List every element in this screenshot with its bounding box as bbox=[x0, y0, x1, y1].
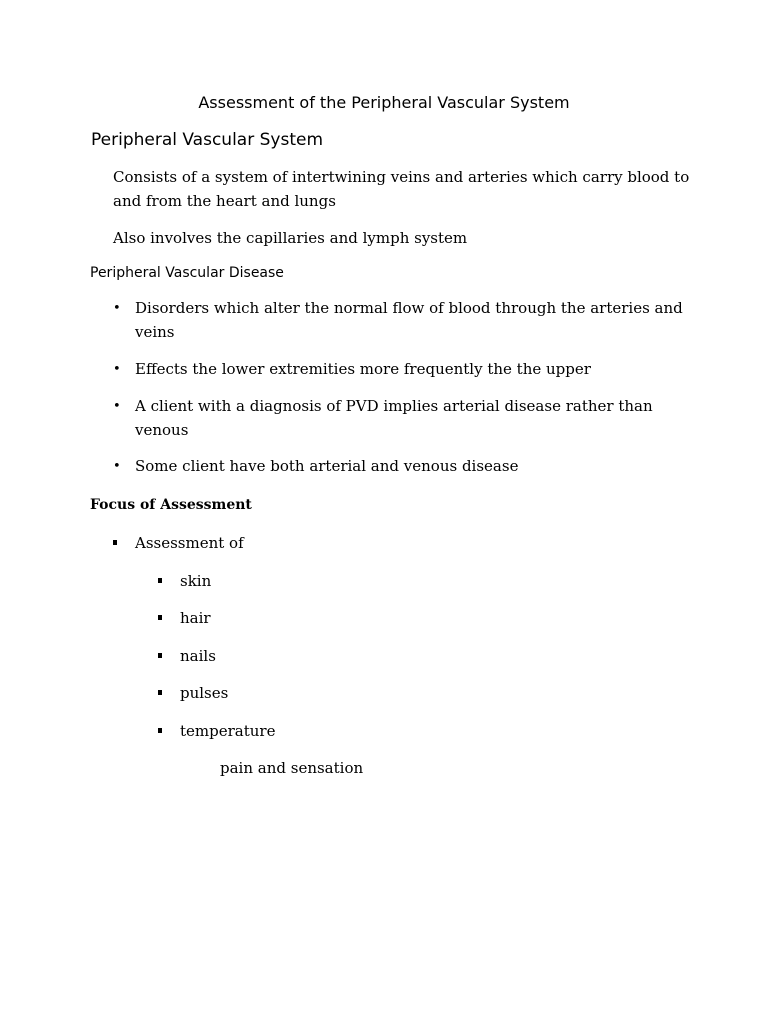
square-bullet-icon bbox=[113, 540, 117, 545]
trailing-line: pain and sensation bbox=[220, 759, 364, 777]
section-heading: Peripheral Vascular System bbox=[91, 130, 324, 150]
paragraph-consists: Consists of a system of intertwining veins and arteries which carry blood to and from the heart and lungs bbox=[113, 168, 690, 210]
bullet-text: Disorders which alter the normal flow of blood through the arteries and veins bbox=[135, 299, 683, 341]
bullet-icon: • bbox=[113, 399, 121, 414]
list-item bbox=[113, 532, 244, 554]
bullet-text: Some client have both arterial and venous disease bbox=[135, 457, 519, 475]
list-item bbox=[113, 358, 693, 382]
paragraph-also-involves: Also involves the capillaries and lymph system bbox=[113, 229, 468, 247]
list-item bbox=[113, 395, 693, 442]
bullet-text: Effects the lower extremities more frequently the the upper bbox=[135, 360, 591, 378]
bullet-icon: • bbox=[113, 459, 121, 474]
pvd-heading: Peripheral Vascular Disease bbox=[90, 265, 284, 281]
list-item-text: temperature bbox=[180, 722, 276, 740]
list-item-text: pulses bbox=[180, 684, 229, 702]
list-item bbox=[158, 607, 211, 629]
list-item bbox=[158, 645, 216, 667]
list-item bbox=[113, 297, 693, 344]
list-item bbox=[158, 720, 275, 742]
list-item-text: skin bbox=[180, 572, 212, 590]
list-item-text: hair bbox=[180, 609, 211, 627]
square-bullet-icon bbox=[158, 578, 162, 583]
focus-heading: Focus of Assessment bbox=[90, 497, 252, 513]
list-item-text: Assessment of bbox=[135, 534, 244, 552]
bullet-icon: • bbox=[113, 301, 121, 316]
list-item bbox=[158, 682, 228, 704]
list-item bbox=[113, 455, 693, 479]
square-bullet-icon bbox=[158, 728, 162, 733]
square-bullet-icon bbox=[158, 690, 162, 695]
bullet-icon: • bbox=[113, 362, 121, 377]
square-bullet-icon bbox=[158, 653, 162, 658]
square-bullet-icon bbox=[158, 615, 162, 620]
list-item bbox=[158, 570, 211, 592]
list-item-text: nails bbox=[180, 647, 216, 665]
document-title: Assessment of the Peripheral Vascular System bbox=[198, 93, 570, 112]
bullet-text: A client with a diagnosis of PVD implies arterial disease rather than venous bbox=[135, 397, 653, 439]
